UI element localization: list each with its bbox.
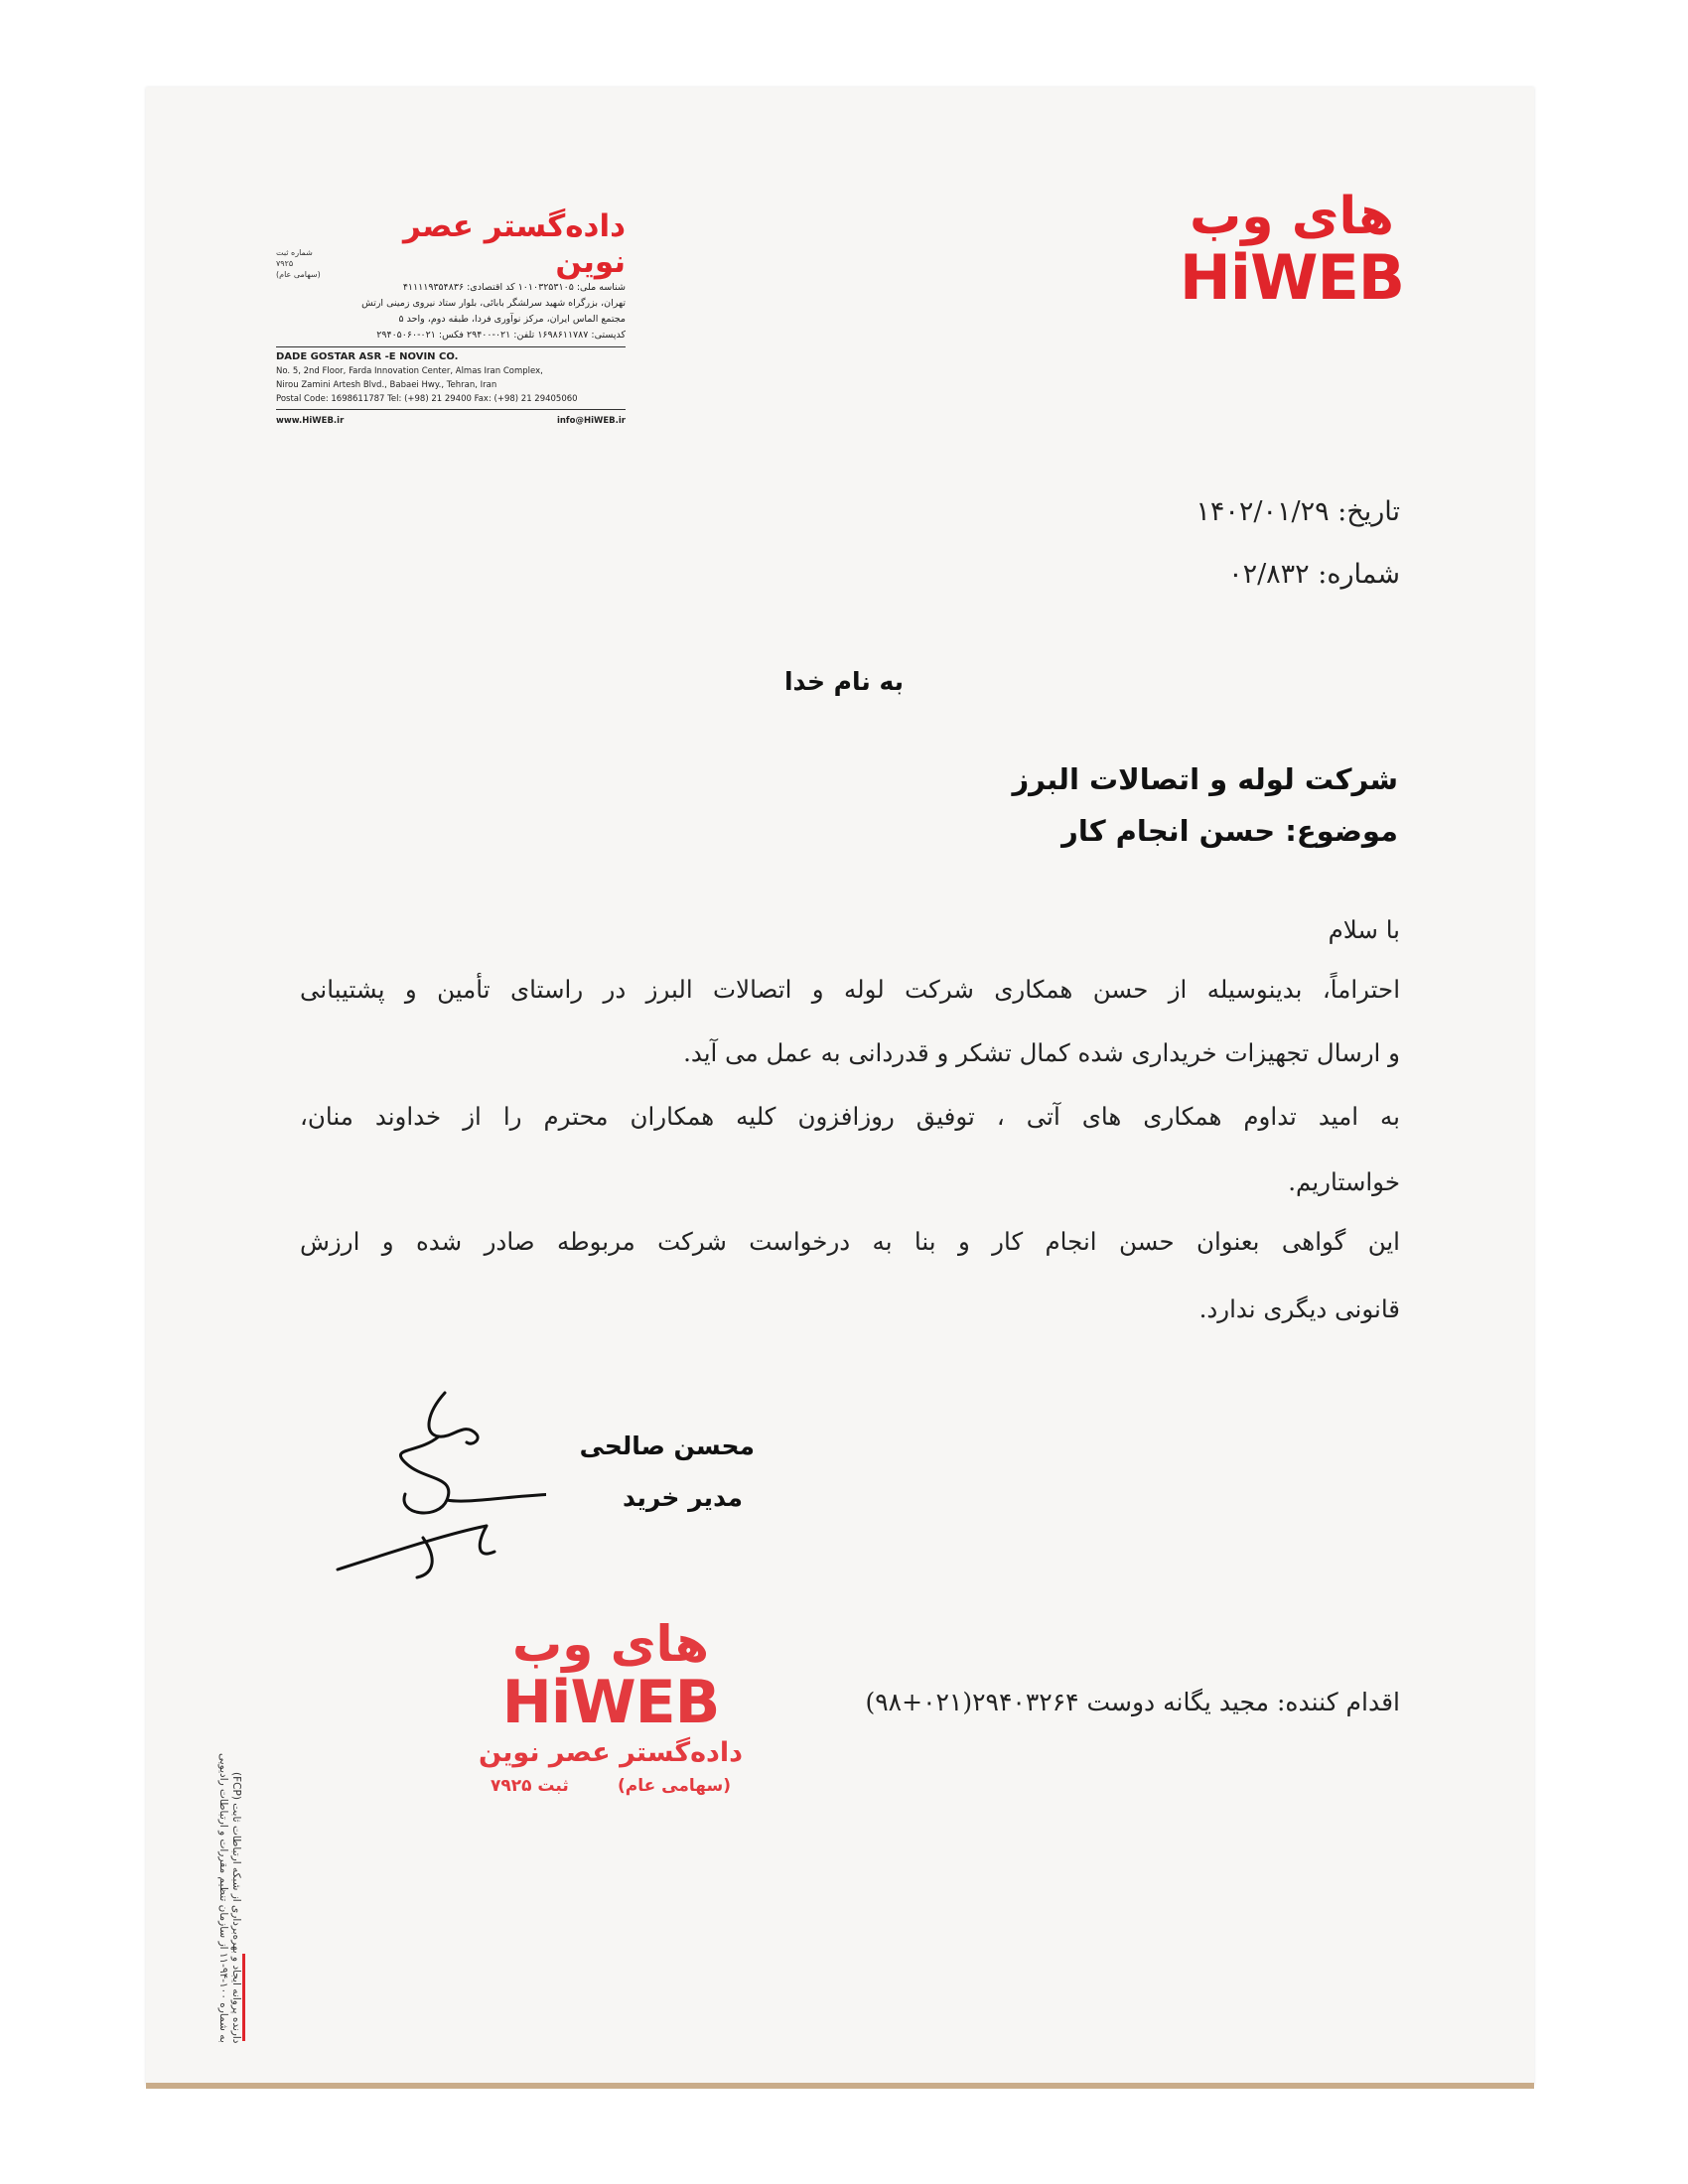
company-website: www.HiWEB.ir (276, 416, 345, 426)
logo-english: HiWEB (1179, 241, 1405, 314)
logo-persian: های وب (1190, 187, 1394, 246)
body-line-2: و ارسال تجهیزات خریداری شده کمال تشکر و قدردانی به عمل می آید. (683, 1038, 1400, 1067)
license-note (216, 1656, 242, 2043)
divider (276, 409, 626, 410)
company-address-en-2: Nirou Zamini Artesh Blvd., Babaei Hwy., Tehran, Iran (276, 380, 497, 390)
hiweb-logo (1162, 187, 1422, 314)
body-line-5: این گواهی بعنوان حسن انجام کار و بنا به درخواست شرکت مربوطه صادر شده و ارزش (300, 1227, 1400, 1256)
body-line-6: قانونی دیگری ندارد. (1198, 1295, 1400, 1323)
stamp-persian: های وب (512, 1615, 709, 1673)
recipient: شرکت لوله و اتصالات البرز (1012, 762, 1398, 796)
license-note-line-2: به شماره ۱۰۰-۹۴-۱۱ از سازمان تنظیم مقررات و ارتباطات رادیویی (217, 1753, 229, 2043)
stamp-english: HiWEB (501, 1668, 720, 1737)
body-line-4: خواستاریم. (1288, 1167, 1400, 1196)
company-name-en: DADE GOSTAR ASR -E NOVIN CO. (276, 351, 459, 362)
company-stamp (477, 1616, 745, 1799)
divider (276, 346, 626, 347)
license-note-line-1: دارنده پروانه ایجاد و بهره‌برداری از شبکه ارتباطات ثابت (FCP) (230, 1771, 242, 2043)
subject: موضوع: حسن انجام کار (1061, 814, 1398, 848)
letter-number: شماره: ۰۲/۸۳۲ (1228, 559, 1400, 590)
letter-date: تاریخ: ۱۴۰۲/۰۱/۲۹ (1196, 496, 1400, 527)
body-line-3: به امید تداوم همکاری های آتی ، توفیق روزافزون کلیه همکاران محترم را از خداوند منان، (300, 1102, 1400, 1131)
signatory-name: محسن صالحی (579, 1432, 755, 1460)
stamp-type: (سهامی عام) (618, 1776, 731, 1796)
company-reg-fa: شماره ثبت ۷۹۲۵ (276, 248, 313, 268)
greeting: با سلام (1328, 915, 1400, 944)
stamp-reg-number: ثبت ۷۹۲۵ (491, 1776, 569, 1796)
company-contact-fa: کدپستی: ۱۶۹۸۶۱۱۷۸۷ تلفن: ۰۲۱-۲۹۴۰۰ فکس: ۰۲۱-۲۹۴۰۵۰۶۰ (376, 330, 626, 341)
company-email: info@HiWEB.ir (556, 416, 626, 426)
signatory-title: مدیر خرید (623, 1483, 743, 1512)
company-type-fa: (سهامی عام) (276, 270, 321, 279)
side-accent-bar (242, 1954, 245, 2041)
company-ids: شناسه ملی: ۱۰۱۰۳۲۵۳۱۰۵ کد اقتصادی: ۴۱۱۱۱۹۳۵۴۸۳۶ (402, 282, 626, 293)
body-line-1: احتراماً، بدینوسیله از حسن همکاری شرکت لوله و اتصالات البرز در راستای تأمین و پشتیبانی (300, 975, 1400, 1004)
company-info-block (276, 208, 626, 426)
company-address-1: تهران، بزرگراه شهید سرلشگر بابائی، بلوار ستاد نیروی زمینی ارتش (361, 298, 626, 309)
table-edge (146, 2083, 1534, 2089)
company-address-2: مجتمع الماس ایران، مرکز نوآوری فردا، طبقه دوم، واحد ۵ (398, 314, 626, 325)
prepared-by: اقدام کننده: مجید یگانه دوست ۲۹۴۰۳۲۶۴(۰۲۱+۹۸) (865, 1688, 1400, 1716)
company-name-fa: داده‌گستر عصر نوین (402, 208, 626, 280)
company-contact-en: Postal Code: 1698611787 Tel: (+98) 21 29400 Fax: (+98) 21 29405060 (276, 394, 578, 404)
stamp-company: داده‌گستر عصر نوین (478, 1737, 744, 1768)
invocation: به نام خدا (783, 667, 905, 696)
handwritten-signature (328, 1385, 546, 1593)
company-address-en-1: No. 5, 2nd Floor, Farda Innovation Center, Almas Iran Complex, (276, 366, 543, 376)
